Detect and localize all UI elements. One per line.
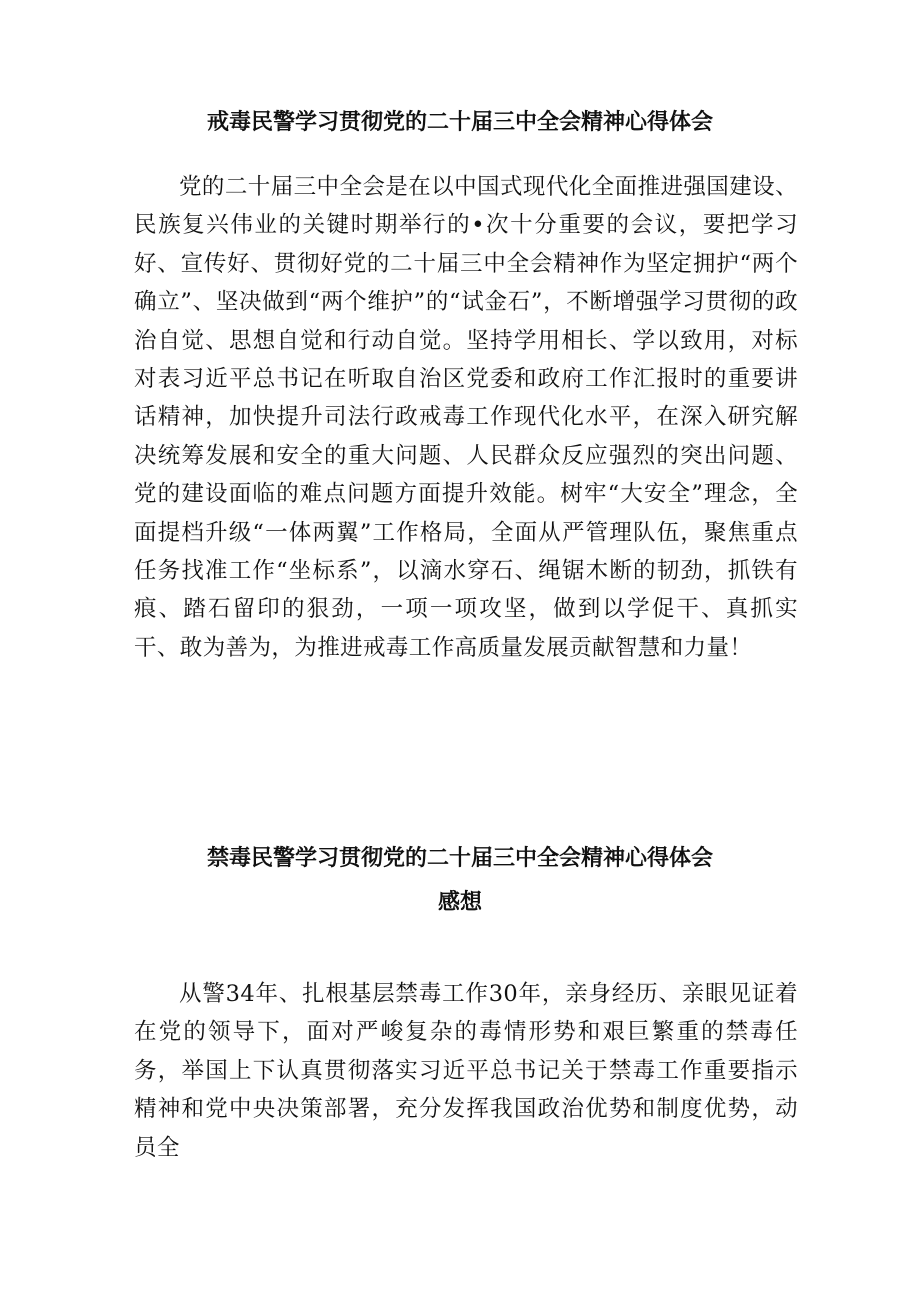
section1-body-paragraph: 党的二十届三中全会是在以中国式现代化全面推进强国建设、民族复兴伟业的关键时期举行的•次十分重要的会议，要把学习好、宣传好、贯彻好党的二十届三中全会精神作为坚定拥护“两个确立”、坚决做到“两个维护”的“试金石”，不断增强学习贯彻的政治自觉、思想自觉和行动自觉。坚持学用相长、学以致用，对标对表习近平总书记在听取自治区党委和政府工作汇报时的重要讲话精神，加快提升司法行政戒毒工作现代化水平，在深入研究解决统筹发展和安全的重大问题、人民群众反应强烈的突出问题、党的建设面临的难点问题方面提升效能。树牢“大安全”理念，全面提档升级“一体两翼”工作格局，全面从严管理队伍，聚焦重点任务找准工作“坐标系”，以滴水穿石、绳锯木断的韧劲，抓铁有痕、踏石留印的狠劲，一项一项攻坚，做到以学促干、真抓实干、敢为善为，为推进戒毒工作高质量发展贡献智慧和力量！ xyxy=(134,174,798,661)
section2-title xyxy=(0,844,920,918)
section2-body-paragraph: 从警34年、扎根基层禁毒工作30年，亲身经历、亲眼见证着在党的领导下，面对严峻复杂的毒情形势和艰巨繁重的禁毒任务，举国上下认真贯彻落实习近平总书记关于禁毒工作重要指示精神和党中央决策部署，充分发挥我国政治优势和制度优势，动员全 xyxy=(134,981,798,1161)
section2-title-line2: 感想 xyxy=(437,890,482,915)
section1-title: 戒毒民警学习贯彻党的二十届三中全会精神心得体会 xyxy=(206,110,713,135)
section2-title-line1: 禁毒民警学习贯彻党的二十届三中全会精神心得体会 xyxy=(206,846,713,871)
